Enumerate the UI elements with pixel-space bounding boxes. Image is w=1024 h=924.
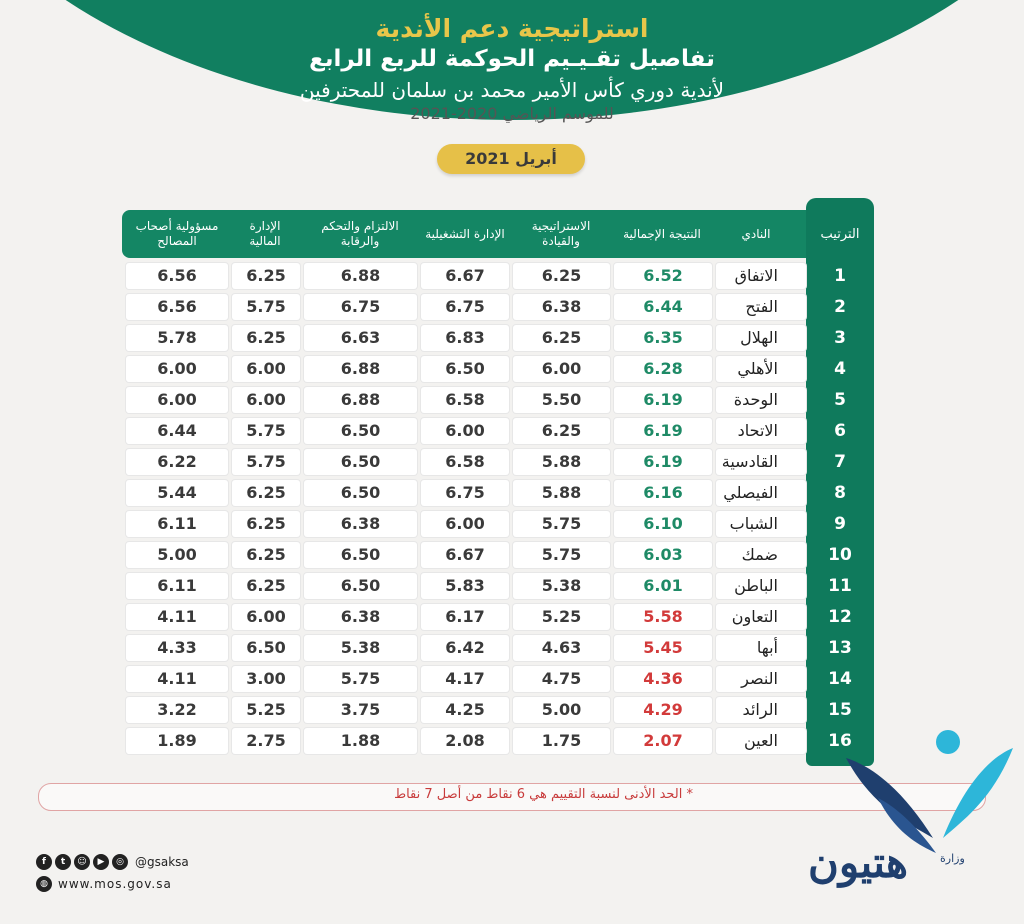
date-badge: أبريل 2021 bbox=[437, 144, 585, 174]
club-name: الاتفاق bbox=[716, 263, 806, 289]
page-subtitle-league: لأندية دوري كأس الأمير محمد بن سلمان للمحترفين bbox=[299, 78, 725, 102]
compliance-score: 5.38 bbox=[304, 635, 417, 661]
rank-number: 5 bbox=[834, 390, 846, 410]
club-name: الفتح bbox=[716, 294, 806, 320]
rank-number: 10 bbox=[828, 545, 852, 565]
rank-number: 9 bbox=[834, 514, 846, 534]
operations-score: 6.50 bbox=[421, 356, 509, 382]
operations-score: 6.75 bbox=[421, 294, 509, 320]
stakeholders-score: 5.44 bbox=[126, 480, 228, 506]
stakeholders-score: 6.00 bbox=[126, 387, 228, 413]
finance-score: 2.75 bbox=[232, 728, 300, 754]
strategy-score: 1.75 bbox=[513, 728, 610, 754]
col-header-rank: الترتيب bbox=[820, 226, 860, 242]
club-name: العين bbox=[716, 728, 806, 754]
club-name: ضمك bbox=[716, 542, 806, 568]
stakeholders-score: 1.89 bbox=[126, 728, 228, 754]
finance-score: 6.00 bbox=[232, 387, 300, 413]
compliance-score: 6.38 bbox=[304, 511, 417, 537]
overall-score: 5.58 bbox=[614, 604, 712, 630]
operations-score: 5.83 bbox=[421, 573, 509, 599]
strategy-score: 6.00 bbox=[513, 356, 610, 382]
rank-number: 16 bbox=[828, 731, 852, 751]
stakeholders-score: 6.00 bbox=[126, 356, 228, 382]
rank-number: 12 bbox=[828, 607, 852, 627]
strategy-score: 6.25 bbox=[513, 325, 610, 351]
rank-number: 2 bbox=[834, 297, 846, 317]
operations-score: 4.17 bbox=[421, 666, 509, 692]
compliance-score: 6.88 bbox=[304, 356, 417, 382]
club-name: النصر bbox=[716, 666, 806, 692]
watermark-logo bbox=[838, 728, 1018, 918]
strategy-score: 4.75 bbox=[513, 666, 610, 692]
season-label: للموسم الرياضي 2020-2021 bbox=[410, 104, 614, 123]
strategy-score: 5.38 bbox=[513, 573, 610, 599]
finance-score: 3.00 bbox=[232, 666, 300, 692]
operations-score: 6.17 bbox=[421, 604, 509, 630]
operations-score: 6.00 bbox=[421, 511, 509, 537]
stakeholders-score: 6.56 bbox=[126, 263, 228, 289]
club-name: الفيصلي bbox=[716, 480, 806, 506]
table-row bbox=[0, 511, 806, 537]
website-url[interactable]: www.mos.gov.sa bbox=[58, 877, 172, 891]
col-header-stakeholders: مسؤولية أصحاب المصالح bbox=[135, 219, 219, 248]
compliance-score: 6.50 bbox=[304, 542, 417, 568]
social-handle[interactable]: @gsaksa bbox=[135, 855, 189, 869]
rank-number: 15 bbox=[828, 700, 852, 720]
compliance-score: 6.50 bbox=[304, 573, 417, 599]
table-row bbox=[0, 449, 806, 475]
rank-number: 7 bbox=[834, 452, 846, 472]
rank-number: 6 bbox=[834, 421, 846, 441]
club-name: الباطن bbox=[716, 573, 806, 599]
table-row bbox=[0, 728, 806, 754]
strategy-score: 5.25 bbox=[513, 604, 610, 630]
facebook-icon[interactable]: f bbox=[36, 854, 52, 870]
rank-number: 1 bbox=[834, 266, 846, 286]
operations-score: 6.75 bbox=[421, 480, 509, 506]
stakeholders-score: 4.33 bbox=[126, 635, 228, 661]
col-header-strategy: الاستراتيجية والقيادة bbox=[531, 219, 591, 248]
overall-score: 6.35 bbox=[614, 325, 712, 351]
strategy-score: 6.25 bbox=[513, 263, 610, 289]
club-name: الاتحاد bbox=[716, 418, 806, 444]
rank-number: 3 bbox=[834, 328, 846, 348]
instagram-icon[interactable]: ◎ bbox=[112, 854, 128, 870]
ministry-label: وزارة bbox=[940, 852, 965, 865]
table-row bbox=[0, 697, 806, 723]
table-row bbox=[0, 356, 806, 382]
finance-score: 6.25 bbox=[232, 542, 300, 568]
overall-score: 4.29 bbox=[614, 697, 712, 723]
col-header-operations: الإدارة التشغيلية bbox=[425, 226, 505, 241]
overall-score: 6.28 bbox=[614, 356, 712, 382]
stakeholders-score: 6.11 bbox=[126, 573, 228, 599]
minimum-score-note bbox=[394, 787, 693, 802]
twitter-icon[interactable]: t bbox=[55, 854, 71, 870]
finance-score: 6.25 bbox=[232, 263, 300, 289]
finance-score: 6.25 bbox=[232, 511, 300, 537]
club-name: الأهلي bbox=[716, 356, 806, 382]
operations-score: 6.67 bbox=[421, 263, 509, 289]
stakeholders-score: 6.22 bbox=[126, 449, 228, 475]
strategy-score: 6.25 bbox=[513, 418, 610, 444]
overall-score: 2.07 bbox=[614, 728, 712, 754]
overall-score: 6.44 bbox=[614, 294, 712, 320]
overall-score: 6.10 bbox=[614, 511, 712, 537]
watermark-brand: هتيون bbox=[808, 838, 909, 887]
globe-icon: ◍ bbox=[36, 876, 52, 892]
compliance-score: 6.63 bbox=[304, 325, 417, 351]
strategy-score: 5.88 bbox=[513, 449, 610, 475]
table-row bbox=[0, 573, 806, 599]
youtube-icon[interactable]: ▶ bbox=[93, 854, 109, 870]
stakeholders-score: 6.56 bbox=[126, 294, 228, 320]
stakeholders-score: 6.11 bbox=[126, 511, 228, 537]
table-row bbox=[0, 263, 806, 289]
snapchat-icon[interactable]: ☺ bbox=[74, 854, 90, 870]
overall-score: 6.19 bbox=[614, 449, 712, 475]
table-row bbox=[0, 635, 806, 661]
compliance-score: 6.38 bbox=[304, 604, 417, 630]
note-text: الحد الأدنى لنسبة التقييم هي 6 نقاط من أصل 7 نقاط bbox=[394, 787, 683, 802]
strategy-score: 5.75 bbox=[513, 542, 610, 568]
strategy-score: 5.50 bbox=[513, 387, 610, 413]
compliance-score: 1.88 bbox=[304, 728, 417, 754]
operations-score: 6.58 bbox=[421, 449, 509, 475]
finance-score: 6.00 bbox=[232, 604, 300, 630]
compliance-score: 5.75 bbox=[304, 666, 417, 692]
page-subtitle: تفاصيل تقـيـيم الحوكمة للربع الرابع bbox=[309, 46, 715, 72]
table-row bbox=[0, 294, 806, 320]
finance-score: 6.25 bbox=[232, 325, 300, 351]
operations-score: 6.83 bbox=[421, 325, 509, 351]
table-row bbox=[0, 666, 806, 692]
social-links bbox=[36, 854, 189, 870]
club-name: الشباب bbox=[716, 511, 806, 537]
table-row bbox=[0, 604, 806, 630]
stakeholders-score: 3.22 bbox=[126, 697, 228, 723]
operations-score: 6.67 bbox=[421, 542, 509, 568]
operations-score: 6.42 bbox=[421, 635, 509, 661]
strategy-score: 4.63 bbox=[513, 635, 610, 661]
operations-score: 2.08 bbox=[421, 728, 509, 754]
finance-score: 5.75 bbox=[232, 418, 300, 444]
compliance-score: 6.50 bbox=[304, 449, 417, 475]
operations-score: 4.25 bbox=[421, 697, 509, 723]
finance-score: 6.50 bbox=[232, 635, 300, 661]
strategy-score: 5.88 bbox=[513, 480, 610, 506]
stakeholders-score: 5.00 bbox=[126, 542, 228, 568]
table-row bbox=[0, 387, 806, 413]
strategy-score: 6.38 bbox=[513, 294, 610, 320]
overall-score: 6.19 bbox=[614, 387, 712, 413]
club-name: الرائد bbox=[716, 697, 806, 723]
finance-score: 6.25 bbox=[232, 480, 300, 506]
rank-number: 14 bbox=[828, 669, 852, 689]
rank-number: 13 bbox=[828, 638, 852, 658]
finance-score: 6.25 bbox=[232, 573, 300, 599]
rank-number: 11 bbox=[828, 576, 852, 596]
overall-score: 6.01 bbox=[614, 573, 712, 599]
col-header-overall: النتيجة الإجمالية bbox=[623, 226, 701, 241]
overall-score: 6.03 bbox=[614, 542, 712, 568]
overall-score: 6.52 bbox=[614, 263, 712, 289]
table-row bbox=[0, 418, 806, 444]
club-name: التعاون bbox=[716, 604, 806, 630]
stakeholders-score: 4.11 bbox=[126, 604, 228, 630]
club-name: القادسية bbox=[716, 449, 806, 475]
overall-score: 6.16 bbox=[614, 480, 712, 506]
compliance-score: 6.88 bbox=[304, 387, 417, 413]
stakeholders-score: 5.78 bbox=[126, 325, 228, 351]
strategy-score: 5.00 bbox=[513, 697, 610, 723]
operations-score: 6.58 bbox=[421, 387, 509, 413]
club-name: الهلال bbox=[716, 325, 806, 351]
table-row bbox=[0, 480, 806, 506]
overall-score: 5.45 bbox=[614, 635, 712, 661]
club-name: أبها bbox=[716, 635, 806, 661]
overall-score: 6.19 bbox=[614, 418, 712, 444]
col-header-finance: الإدارة المالية bbox=[249, 219, 281, 248]
stakeholders-score: 6.44 bbox=[126, 418, 228, 444]
compliance-score: 6.50 bbox=[304, 480, 417, 506]
note-marker: * bbox=[686, 787, 693, 802]
table-row bbox=[0, 542, 806, 568]
rank-number: 4 bbox=[834, 359, 846, 379]
finance-score: 5.75 bbox=[232, 294, 300, 320]
finance-score: 5.25 bbox=[232, 697, 300, 723]
website-link[interactable] bbox=[36, 876, 172, 892]
overall-score: 4.36 bbox=[614, 666, 712, 692]
compliance-score: 6.75 bbox=[304, 294, 417, 320]
compliance-score: 6.88 bbox=[304, 263, 417, 289]
compliance-score: 3.75 bbox=[304, 697, 417, 723]
compliance-score: 6.50 bbox=[304, 418, 417, 444]
col-header-club: النادي bbox=[741, 226, 771, 241]
club-name: الوحدة bbox=[716, 387, 806, 413]
finance-score: 6.00 bbox=[232, 356, 300, 382]
col-header-compliance: الالتزام والتحكم والرقابة bbox=[321, 219, 399, 248]
page-title: استراتيجية دعم الأندية bbox=[375, 14, 649, 43]
operations-score: 6.00 bbox=[421, 418, 509, 444]
strategy-score: 5.75 bbox=[513, 511, 610, 537]
rank-number: 8 bbox=[834, 483, 846, 503]
table-row bbox=[0, 325, 806, 351]
stakeholders-score: 4.11 bbox=[126, 666, 228, 692]
finance-score: 5.75 bbox=[232, 449, 300, 475]
